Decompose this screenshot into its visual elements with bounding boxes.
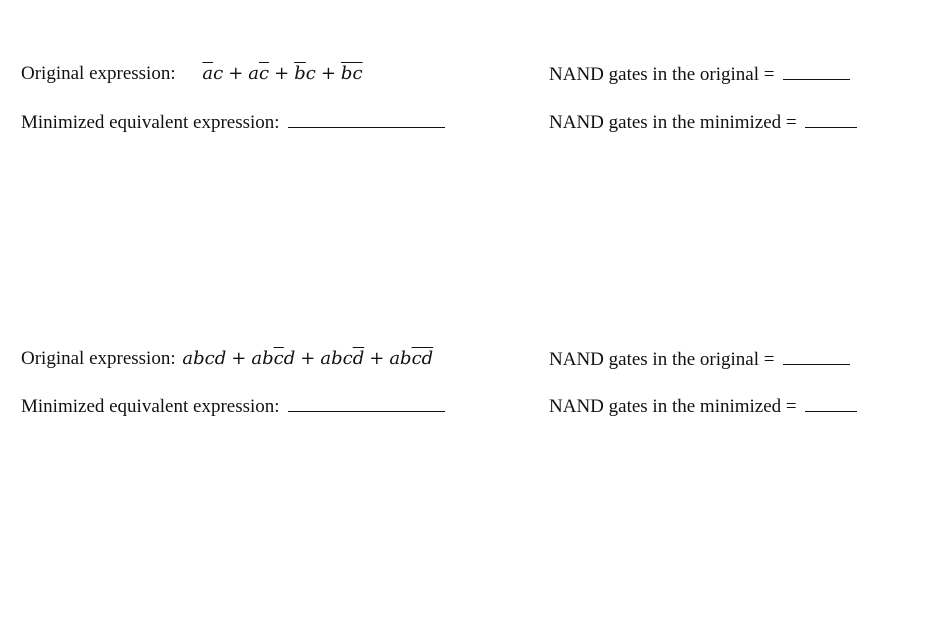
- minimized-expression-answer-blank[interactable]: [288, 111, 445, 128]
- complemented-variable: $\overline{b}$: [294, 63, 306, 84]
- complemented-variable: $\overline{a}$: [202, 63, 214, 84]
- complemented-variable: $\overline{c}$: [273, 348, 284, 369]
- variable: d: [214, 348, 227, 369]
- problem-1-nand-minimized-row: [549, 111, 857, 134]
- variable: a: [182, 348, 194, 369]
- variable: b: [193, 348, 205, 369]
- nand-minimized-label: NAND gates in the minimized =: [549, 396, 797, 417]
- variable: b: [331, 348, 343, 369]
- variable: b: [262, 348, 274, 369]
- complemented-variable: $\overline{c}$: [352, 63, 363, 84]
- plus-operator: +: [320, 63, 336, 84]
- variable: c: [305, 63, 316, 84]
- expression-term: [341, 63, 363, 84]
- expression-term: [182, 348, 226, 369]
- minimized-expression-answer-blank[interactable]: [288, 395, 445, 412]
- complemented-variable: $\overline{d}$: [352, 348, 365, 369]
- variable: a: [389, 348, 401, 369]
- plus-operator: +: [300, 348, 316, 369]
- variable: a: [248, 63, 260, 84]
- expression-term: [294, 63, 316, 84]
- variable: c: [204, 348, 215, 369]
- problem-2-nand-minimized-row: [549, 395, 857, 418]
- original-expression-math: [202, 63, 362, 84]
- variable: c: [342, 348, 353, 369]
- problem-2-minimized-row: [21, 395, 445, 418]
- original-expression-label: Original expression:: [21, 348, 176, 369]
- problem-2-original-row: [21, 348, 433, 370]
- complemented-variable: $\overline{b}$: [340, 63, 353, 84]
- problem-1-original-row: [21, 63, 363, 85]
- expression-term: [202, 63, 223, 84]
- nand-original-answer-blank[interactable]: [783, 348, 850, 365]
- plus-operator: +: [228, 63, 244, 84]
- nand-original-answer-blank[interactable]: [783, 63, 850, 80]
- nand-minimized-answer-blank[interactable]: [805, 395, 857, 412]
- complemented-variable: $\overline{c}$: [411, 348, 422, 369]
- variable: a: [320, 348, 332, 369]
- minimized-expression-label: Minimized equivalent expression:: [21, 112, 280, 133]
- variable: a: [251, 348, 263, 369]
- complemented-variable: $\overline{c}$: [259, 63, 270, 84]
- complemented-variable: $\overline{d}$: [421, 348, 434, 369]
- nand-minimized-answer-blank[interactable]: [805, 111, 857, 128]
- variable: c: [213, 63, 224, 84]
- problem-1-nand-original-row: [549, 63, 850, 86]
- nand-minimized-label: NAND gates in the minimized =: [549, 112, 797, 133]
- variable: b: [400, 348, 412, 369]
- expression-term: [248, 63, 269, 84]
- expression-term: [389, 348, 433, 369]
- problem-2-nand-original-row: [549, 348, 850, 371]
- original-expression-label: Original expression:: [21, 63, 176, 84]
- expression-term: [320, 348, 364, 369]
- nand-original-label: NAND gates in the original =: [549, 349, 775, 370]
- plus-operator: +: [274, 63, 290, 84]
- variable: d: [283, 348, 296, 369]
- problem-1-minimized-row: [21, 111, 445, 134]
- plus-operator: +: [231, 348, 247, 369]
- expression-term: [251, 348, 295, 369]
- minimized-expression-label: Minimized equivalent expression:: [21, 396, 280, 417]
- plus-operator: +: [369, 348, 385, 369]
- nand-original-label: NAND gates in the original =: [549, 64, 775, 85]
- original-expression-math: [182, 348, 433, 369]
